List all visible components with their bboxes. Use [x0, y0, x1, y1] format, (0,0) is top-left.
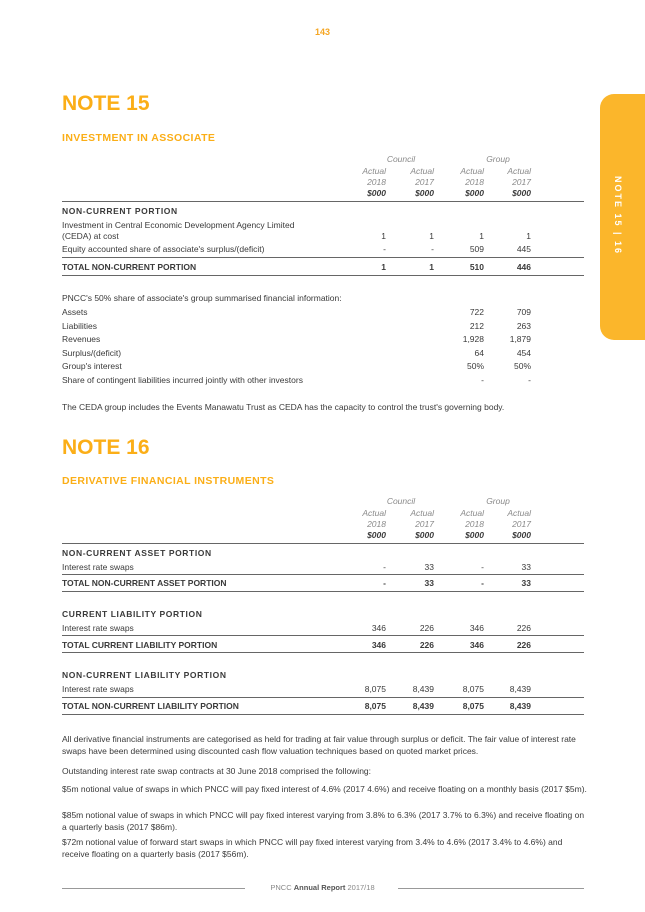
- total-value: 346: [469, 640, 484, 650]
- summary-value-2018: 212: [469, 320, 484, 331]
- total-value: 346: [371, 640, 386, 650]
- cell-value: 346: [469, 623, 484, 633]
- cell-value: 1: [381, 231, 386, 241]
- cell-value: 226: [419, 623, 434, 633]
- divider: [62, 543, 584, 544]
- col-year: 2017: [415, 519, 434, 529]
- summary-value-2017: -: [528, 375, 531, 385]
- summary-value-2018: -: [481, 375, 484, 385]
- summary-row-label: Revenues: [62, 334, 101, 345]
- summary-value-2018: 722: [469, 307, 484, 317]
- cell-value: 445: [516, 244, 531, 254]
- total-value: 8,075: [462, 701, 484, 711]
- col-year: 2018: [465, 177, 484, 187]
- total-value: 8,439: [412, 701, 434, 711]
- summary-value-2017: 263: [516, 320, 531, 331]
- total-label: TOTAL NON-CURRENT ASSET PORTION: [62, 578, 227, 588]
- total-value: 1: [429, 262, 434, 272]
- summary-value-2018: 64: [474, 347, 484, 358]
- col-year: 2017: [512, 519, 531, 529]
- col-header: Actual: [410, 508, 434, 518]
- divider: [62, 257, 584, 258]
- cell-value: 33: [424, 562, 434, 572]
- summary-row-label: Share of contingent liabilities incurred jointly with other investors: [62, 375, 303, 385]
- section-heading: NON-CURRENT PORTION: [62, 206, 178, 216]
- divider: [62, 201, 584, 202]
- summary-value-2017: 709: [516, 307, 531, 317]
- cell-value: 8,439: [412, 684, 434, 694]
- summary-value-2017: 1,879: [509, 334, 531, 345]
- total-label: TOTAL NON-CURRENT LIABILITY PORTION: [62, 701, 239, 711]
- row-label: Equity accounted share of associate's surplus/(deficit): [62, 244, 265, 254]
- total-value: -: [481, 578, 484, 588]
- col-header: Actual: [507, 166, 531, 176]
- divider: [62, 275, 584, 276]
- note15-title: NOTE 15: [62, 92, 150, 115]
- divider: [62, 652, 584, 653]
- total-value: 226: [516, 640, 531, 650]
- total-value: 8,075: [364, 701, 386, 711]
- footer-year: 2017/18: [347, 883, 375, 892]
- footer: [0, 883, 645, 892]
- row-label: Interest rate swaps: [62, 623, 134, 633]
- col-unit: $000: [512, 188, 531, 198]
- divider: [62, 574, 584, 575]
- col-header: Actual: [362, 166, 386, 176]
- cell-value: 509: [469, 244, 484, 254]
- col-header: Actual: [507, 508, 531, 518]
- total-value: 226: [419, 640, 434, 650]
- note15-subtitle: INVESTMENT IN ASSOCIATE: [62, 132, 216, 144]
- total-value: 1: [381, 262, 386, 272]
- total-value: 8,439: [509, 701, 531, 711]
- total-label: TOTAL CURRENT LIABILITY PORTION: [62, 640, 218, 650]
- col-year: 2018: [367, 177, 386, 187]
- cell-value: 1: [479, 231, 484, 241]
- cell-value: 8,075: [364, 684, 386, 694]
- row-label: Investment in Central Economic Development Agency Limited: [62, 220, 295, 230]
- col-group-council: Council: [386, 496, 416, 506]
- total-value: 33: [521, 578, 531, 588]
- row-label: (CEDA) at cost: [62, 231, 119, 241]
- note15-paragraph: The CEDA group includes the Events Manawatu Trust as CEDA has the capacity to control the trust's governing body.: [62, 402, 505, 412]
- col-group-council: Council: [386, 154, 416, 164]
- col-header: Actual: [460, 508, 484, 518]
- cell-value: -: [481, 562, 484, 572]
- page-number: 143: [314, 27, 331, 37]
- total-value: 33: [424, 578, 434, 588]
- summary-row-label: Liabilities: [62, 320, 97, 331]
- col-unit: $000: [367, 530, 386, 540]
- col-year: 2017: [415, 177, 434, 187]
- note16-paragraph: $72m notional value of forward start swaps in which PNCC will pay fixed interest varying from 3.4% to 4.6% (2017 3.4% to 4.6%) and receive floating on a quarterly basis (2017 $56m).: [62, 837, 563, 859]
- col-year: 2017: [512, 177, 531, 187]
- summary-value-2017: 50%: [513, 361, 531, 372]
- summary-row-label: Surplus/(deficit): [62, 347, 122, 358]
- col-group-group: Group: [486, 496, 510, 506]
- total-value: 510: [469, 262, 484, 272]
- summary-value-2018: 50%: [466, 361, 484, 372]
- footer-org: PNCC: [270, 883, 292, 892]
- col-year: 2018: [367, 519, 386, 529]
- col-header: Actual: [460, 166, 484, 176]
- summary-row-label: Group's interest: [62, 361, 122, 372]
- cell-value: 1: [526, 231, 531, 241]
- cell-value: 1: [429, 231, 434, 241]
- col-group-group: Group: [486, 154, 510, 164]
- col-unit: $000: [367, 188, 386, 198]
- section-heading: NON-CURRENT ASSET PORTION: [62, 548, 212, 558]
- note16-subtitle: DERIVATIVE FINANCIAL INSTRUMENTS: [62, 475, 275, 487]
- summary-row-label: Assets: [62, 307, 88, 317]
- row-label: Interest rate swaps: [62, 684, 134, 694]
- col-unit: $000: [465, 188, 484, 198]
- divider: [62, 635, 584, 636]
- cell-value: -: [431, 244, 434, 254]
- col-year: 2018: [465, 519, 484, 529]
- note16-paragraph: Outstanding interest rate swap contracts at 30 June 2018 comprised the following:: [62, 766, 372, 776]
- total-value: 446: [516, 262, 531, 272]
- note16-paragraph: $5m notional value of swaps in which PNCC will pay fixed interest of 4.6% (2017 4.6%) and receive floating on a monthly basis (2017 $5m).: [62, 784, 587, 794]
- col-header: Actual: [362, 508, 386, 518]
- col-header: Actual: [410, 166, 434, 176]
- total-value: -: [383, 578, 386, 588]
- side-tab-label: NOTE 15 | 16: [613, 176, 623, 256]
- divider: [62, 714, 584, 715]
- divider: [62, 591, 584, 592]
- note16-title: NOTE 16: [62, 436, 150, 459]
- cell-value: -: [383, 244, 386, 254]
- row-label: Interest rate swaps: [62, 562, 134, 572]
- note16-paragraph: $85m notional value of swaps in which PNCC will pay fixed interest varying from 3.8% to 6.3% (2017 3.7% to 6.3%) and receive floating on a quarterly basis (2017 $86m).: [62, 810, 585, 832]
- total-label: TOTAL NON-CURRENT PORTION: [62, 262, 197, 272]
- summary-heading: PNCC's 50% share of associate's group summarised financial information:: [62, 293, 342, 303]
- section-heading: NON-CURRENT LIABILITY PORTION: [62, 670, 227, 680]
- col-unit: $000: [465, 530, 484, 540]
- note16-paragraph: All derivative financial instruments are categorised as held for trading at fair value through surplus or deficit. The fair value of interest rate swaps have been determined using discounted cash flow valuation techniques based on quoted market prices.: [62, 734, 576, 756]
- section-heading: CURRENT LIABILITY PORTION: [62, 609, 203, 619]
- cell-value: 226: [516, 623, 531, 633]
- col-unit: $000: [415, 188, 434, 198]
- cell-value: 8,439: [509, 684, 531, 694]
- col-unit: $000: [512, 530, 531, 540]
- summary-value-2017: 454: [516, 347, 531, 358]
- col-unit: $000: [415, 530, 434, 540]
- cell-value: 8,075: [462, 684, 484, 694]
- footer-report: Annual Report: [293, 883, 346, 892]
- cell-value: 346: [371, 623, 386, 633]
- divider: [62, 697, 584, 698]
- summary-value-2018: 1,928: [462, 334, 484, 345]
- cell-value: 33: [521, 562, 531, 572]
- cell-value: -: [383, 562, 386, 572]
